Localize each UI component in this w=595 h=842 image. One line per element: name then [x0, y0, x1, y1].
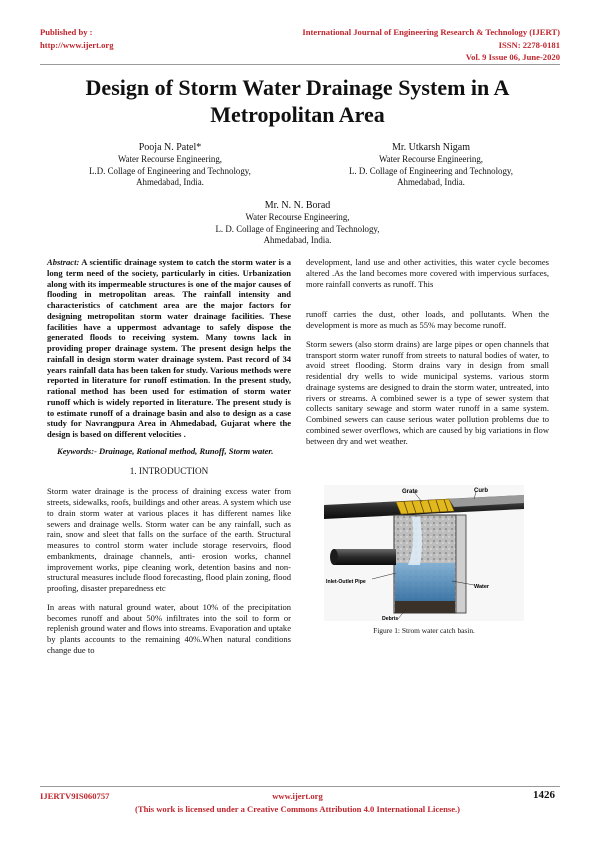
inlet-outlet-pipe-shape: [334, 549, 396, 565]
page-number: 1426: [533, 789, 555, 801]
paper-title: Design of Storm Water Drainage System in A Metropolitan Area: [85, 75, 510, 127]
author-name: Pooja N. Patel*: [138, 142, 202, 153]
author-name: Mr. Utkarsh Nigam: [391, 142, 471, 153]
section-heading-introduction: 1. INTRODUCTION: [129, 465, 209, 476]
grate-shape: [396, 499, 454, 514]
label-curb: Curb: [474, 488, 488, 494]
license-notice[interactable]: (This work is licensed under a Creative Commons Attribution 4.0 International License.): [134, 804, 461, 814]
author-block-3: [150, 199, 445, 247]
author-dept: Water Recourse Engineering,: [378, 154, 484, 164]
footer-website-link[interactable]: www.ijert.org: [272, 791, 323, 801]
author-city: Ahmedabad, India.: [397, 177, 465, 187]
abstract-text: A scientific drainage system to catch the storm water is a long term need of the society, particularly in cities. Urbanization along with its impermeable structures is one of the major causes of flooding in metropolitan areas. The rainfall intensity and characteristics of catchment area are the major factors for designing metropolitan storm water drainage facilities. These facilities have a uppermost advantage to safely dispose the generated floods to receiving system. Many towns lack in providing proper drainage system. The present design helps the rainfall in design storm water drainage system. Past record of 34 years rainfall data has been taken for study. Various methods were reported in literature for runoff estimation. In the present study, rational method has been used for estimation of storm water runoff which is widely reported in literature. The present study is to estimate runoff of a drainage basin and also to design as a case study for Navrangpura Area in Ahmedabad, Gujarat where the design is based on different velocities .: [47, 257, 291, 439]
abstract: [47, 257, 291, 440]
right-paragraph-2: runoff carries the dust, other loads, and pollutants. When the development is more as much as 55% may become runoff.: [306, 309, 549, 330]
label-water: Water: [474, 584, 490, 590]
figure-caption: Figure 1: Strom water catch basin.: [373, 626, 475, 635]
keywords: Keywords:- Drainage, Rational method, Runoff, Storm water.: [57, 445, 274, 456]
author-college: L. D. Collage of Engineering and Technology,: [348, 165, 514, 176]
author-name: Mr. N. N. Borad: [264, 200, 331, 211]
right-paragraph-3: Storm sewers (also storm drains) are large pipes or open channels that transport storm water runoff from streets to natural bodies of water, to avoid street flooding. Storm drains vary in design from small residential dry wells to wide municipal systems. various storm drainage systems are designed to drain the storm water, untreated, into rivers or streams. A combined sewer is a type of sewer system that collects sanitary sewage and storm water runoff in a same system. Combined sewers can cause serious water pollution problems due to combined sewer overflows, which are caused by big variations in flow between dry and wet weather.: [306, 338, 549, 446]
author-block-1: [40, 141, 300, 189]
catch-basin-illustration: [324, 485, 524, 621]
author-college: L.D. Collage of Engineering and Technology,: [89, 165, 251, 176]
volume-issue: Vol. 9 Issue 06, June-2020: [465, 52, 560, 62]
author-block-2: [300, 141, 562, 189]
abstract-label: Abstract:: [47, 257, 80, 267]
journal-name: International Journal of Engineering Research & Technology (IJERT): [302, 27, 560, 37]
right-column: [306, 257, 549, 446]
author-college: L. D. Collage of Engineering and Technology,: [215, 223, 380, 234]
header-website-link[interactable]: http://www.ijert.org: [40, 40, 114, 50]
right-paragraph-1: development, land use and other activities, this water cycle becomes altered .As the land becomes more covered with impervious surfaces, more rainfall converts as runoff. This: [306, 257, 549, 289]
footer-rule: [40, 786, 560, 787]
author-city: Ahmedabad, India.: [136, 177, 204, 187]
author-city: Ahmedabad, India.: [263, 235, 332, 245]
intro-paragraph-1: Storm water drainage is the process of draining excess water from streets, sidewalks, roofs, buildings and other areas. A system which use to drain storm water at various places it has different names like sewers and drainage wells. Storm water can be any rainfall, such as rain, snow and sleet that falls on the surface of the earth. Structural measures to control storm water include storage reservoirs, flood embankments, drainage channels, anti- erosion works, channel improvement works, pipe cleaning work, detention basins and non-structural measures include flood forecasting, flood plain zoning, flood proofing, disaster preparedness etc: [47, 486, 291, 593]
author-dept: Water Recourse Engineering,: [117, 154, 223, 164]
publisher-label: Published by :: [40, 27, 93, 37]
paper-id: IJERTV9IS060757: [40, 791, 110, 801]
author-dept: Water Recourse Engineering,: [245, 212, 350, 222]
left-column: [47, 257, 291, 656]
label-debris: Debris: [382, 616, 399, 621]
catch-basin-figure: [324, 485, 524, 621]
label-inlet-outlet-pipe: Inlet-Outlet Pipe: [326, 579, 366, 585]
intro-paragraph-2: In areas with natural ground water, about 10% of the precipitation becomes runoff and about 50% infiltrates into the soil to form or replenish ground water and flows into streams. Evaporation and uptake by plants accounts to the remaining 40%.When natural conditions change due to: [47, 601, 291, 655]
label-grate: Grate: [402, 489, 418, 495]
header-rule: [40, 64, 560, 65]
issn: ISSN: 2278-0181: [498, 40, 560, 50]
